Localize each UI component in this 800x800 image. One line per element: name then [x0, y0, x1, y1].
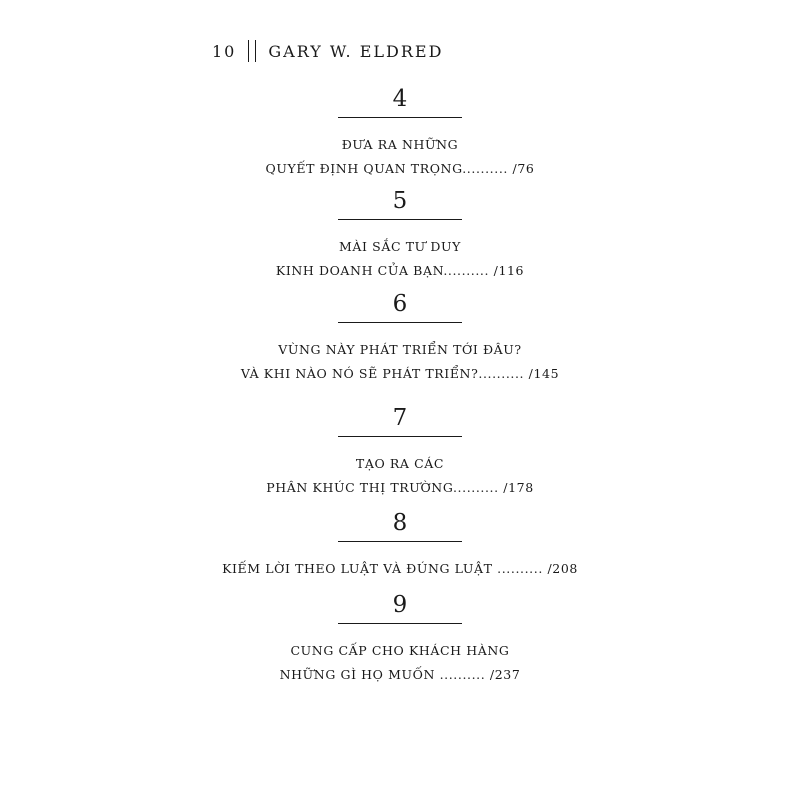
chapter-title-line: VÀ KHI NÀO NÓ SẼ PHÁT TRIỂN?.......... /145	[240, 366, 560, 381]
toc-entry-chapter-8	[0, 510, 800, 581]
author-name: GARY W. ELDRED	[268, 41, 444, 61]
chapter-rule	[338, 541, 462, 542]
chapter-number: 5	[392, 188, 408, 214]
chapter-rule	[338, 436, 462, 437]
chapter-title-line: TẠO RA CÁC	[355, 456, 445, 471]
chapter-number: 4	[392, 86, 408, 112]
chapter-rule	[338, 117, 462, 118]
toc-entry-chapter-9	[0, 592, 800, 687]
chapter-title-line: KIẾM LỜI THEO LUẬT VÀ ĐÚNG LUẬT .......... /208	[222, 561, 578, 576]
chapter-rule	[338, 322, 462, 323]
chapter-title	[0, 235, 800, 283]
chapter-title-line: PHÂN KHÚC THỊ TRƯỜNG.......... /178	[266, 480, 534, 495]
chapter-number: 8	[392, 510, 408, 536]
chapter-title-line: NHỮNG GÌ HỌ MUỐN .......... /237	[279, 667, 521, 682]
page-number: 10	[212, 41, 237, 61]
toc-entry-chapter-5	[0, 188, 800, 283]
toc-entry-chapter-7	[0, 405, 800, 500]
chapter-title-line: MÀI SẮC TƯ DUY	[339, 239, 461, 254]
chapter-title-line: KINH DOANH CỦA BẠN.......... /116	[275, 263, 525, 278]
chapter-title-line: CUNG CẤP CHO KHÁCH HÀNG	[290, 643, 510, 658]
chapter-number: 6	[392, 291, 408, 317]
chapter-title	[0, 639, 800, 687]
chapter-title-line: ĐƯA RA NHỮNG	[341, 137, 459, 152]
chapter-number: 7	[392, 405, 408, 431]
chapter-title	[0, 338, 800, 386]
chapter-number: 9	[392, 592, 408, 618]
chapter-title-line: QUYẾT ĐỊNH QUAN TRỌNG.......... /76	[265, 161, 535, 176]
chapter-title	[0, 452, 800, 500]
toc-entry-chapter-6	[0, 291, 800, 386]
running-head	[212, 40, 443, 62]
chapter-rule	[338, 219, 462, 220]
chapter-title	[0, 133, 800, 181]
chapter-title	[0, 557, 800, 581]
chapter-rule	[338, 623, 462, 624]
double-bar-divider	[248, 40, 256, 62]
toc-entry-chapter-4	[0, 86, 800, 181]
chapter-title-line: VÙNG NÀY PHÁT TRIỂN TỚI ĐÂU?	[278, 342, 522, 357]
